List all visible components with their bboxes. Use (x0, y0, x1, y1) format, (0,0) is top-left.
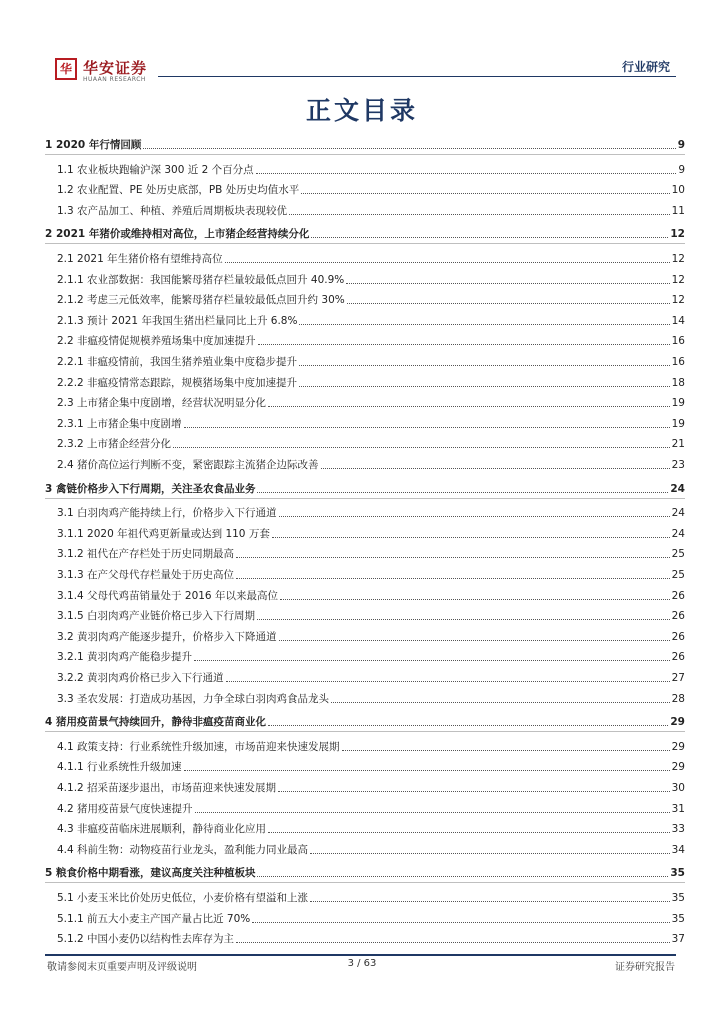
toc-entry-page-number: 24 (671, 507, 685, 520)
footer-disclaimer: 敬请参阅末页重要声明及评级说明 (47, 962, 197, 973)
toc-chapter-divider (45, 882, 685, 883)
toc-entry-page-number: 26 (671, 610, 685, 623)
toc-entry-page-number: 29 (671, 761, 685, 774)
toc-entry-title: 3.2.2 黄羽肉鸡价格已步入下行通道 (57, 672, 224, 684)
toc-chapter-entry[interactable] (45, 225, 685, 241)
toc-dot-leader (268, 406, 670, 407)
toc-dot-leader (173, 447, 670, 448)
logo-english-name: HUAAN RESEARCH (83, 76, 146, 83)
logo-chinese-name: 华安证券 (83, 59, 148, 77)
toc-section-entry[interactable] (57, 690, 685, 706)
toc-dot-leader (236, 942, 670, 943)
toc-dot-leader (301, 193, 669, 194)
toc-entry-page-number: 30 (671, 782, 685, 794)
toc-entry-title: 3.2.1 黄羽肉鸡产能稳步提升 (57, 651, 193, 664)
toc-section-entry[interactable] (57, 607, 685, 623)
toc-section-entry[interactable] (57, 889, 685, 905)
toc-section-entry[interactable] (57, 202, 685, 218)
toc-section-entry[interactable] (57, 669, 685, 685)
toc-section-entry[interactable] (57, 394, 685, 410)
toc-section-entry[interactable] (57, 738, 685, 754)
toc-entry-page-number: 31 (671, 802, 685, 815)
toc-dot-leader (256, 173, 677, 174)
toc-entry-page-number: 14 (671, 314, 685, 327)
toc-entry-page-number: 9 (677, 139, 685, 151)
toc-section-entry[interactable] (57, 545, 685, 561)
toc-entry-title: 3 禽链价格步入下行周期，关注圣农食品业务 (45, 482, 256, 495)
toc-entry-title: 1 2020 年行情回顾 (45, 139, 142, 151)
toc-dot-leader (342, 750, 670, 751)
toc-dot-leader (268, 725, 668, 726)
toc-entry-title: 4.4 科前生物：动物疫苗行业龙头，盈利能力同业最高 (57, 843, 309, 856)
toc-entry-title: 2.3.2 上市猪企经营分化 (57, 438, 172, 451)
toc-entry-title: 3.1.1 2020 年祖代鸡更新量或达到 110 万套 (57, 527, 270, 540)
toc-entry-title: 5.1.1 前五大小麦主产国产量占比近 70% (57, 912, 251, 925)
toc-entry-page-number: 19 (671, 417, 685, 430)
toc-section-entry[interactable] (57, 648, 685, 664)
toc-section-entry[interactable] (57, 312, 685, 328)
toc-entry-title: 2.2.2 非瘟疫情常态跟踪，规模猪场集中度加速提升 (57, 376, 298, 389)
toc-entry-title: 2.1.1 农业部数据：我国能繁母猪存栏量较最低点回升 40.9% (57, 273, 345, 286)
toc-dot-leader (280, 599, 670, 600)
toc-entry-page-number: 35 (670, 867, 685, 880)
toc-entry-title: 1.3 农产品加工、种植、养殖后周期板块表现较优 (57, 204, 288, 217)
footer-report-type: 证券研究报告 (615, 962, 675, 973)
toc-dot-leader (279, 516, 670, 517)
toc-entry-page-number: 26 (671, 630, 685, 643)
toc-chapter-entry[interactable] (45, 713, 685, 729)
toc-entry-page-number: 33 (671, 823, 685, 836)
toc-dot-leader (257, 619, 670, 620)
toc-entry-page-number: 16 (671, 335, 685, 348)
toc-entry-title: 4.3 非瘟疫苗临床进展顺利，静待商业化应用 (57, 823, 267, 836)
toc-entry-title: 2.3.1 上市猪企集中度剧增 (57, 417, 182, 430)
toc-entry-page-number: 23 (671, 459, 685, 471)
toc-entry-page-number: 29 (671, 740, 685, 753)
toc-section-entry[interactable] (57, 820, 685, 836)
page-number: 3 / 63 (347, 958, 377, 969)
toc-dot-leader (184, 770, 670, 771)
toc-entry-title: 2.2 非瘟疫情促规模养殖场集中度加速提升 (57, 335, 256, 348)
page-title: 正文目录 (305, 96, 418, 125)
toc-chapter-divider (45, 498, 685, 499)
toc-dot-leader (321, 468, 670, 469)
toc-entry-title: 2.2.1 非瘟疫情前，我国生猪养殖业集中度稳步提升 (57, 356, 298, 368)
toc-entry-title: 3.3 圣农发展：打造成功基因，力争全球白羽肉鸡食品龙头 (57, 692, 330, 705)
toc-entry-title: 3.1.4 父母代鸡苗销量处于 2016 年以来最高位 (57, 589, 278, 602)
toc-dot-leader (272, 537, 670, 538)
toc-section-entry[interactable] (57, 525, 685, 541)
toc-section-entry[interactable] (57, 332, 685, 348)
logo-seal-icon: 华 (55, 58, 77, 80)
toc-dot-leader (347, 303, 670, 304)
toc-chapter-divider (45, 243, 685, 244)
toc-section-entry[interactable] (57, 456, 685, 472)
toc-entry-page-number: 35 (671, 912, 685, 925)
toc-dot-leader (299, 386, 670, 387)
toc-entry-title: 1.2 农业配置、PE 处历史底部，PB 处历史均值水平 (57, 184, 300, 197)
toc-entry-title: 5 粮食价格中期看涨，建议高度关注种植板块 (45, 867, 256, 880)
toc-section-entry[interactable] (57, 930, 685, 946)
toc-section-entry[interactable] (57, 800, 685, 816)
toc-entry-page-number: 28 (671, 692, 685, 705)
report-category-label: 行业研究 (621, 60, 670, 74)
toc-dot-leader (194, 660, 670, 661)
toc-entry-title: 4.1 政策支持：行业系统性升级加速，市场苗迎来快速发展期 (57, 740, 340, 753)
toc-entry-page-number: 34 (671, 843, 685, 856)
toc-dot-leader (184, 427, 670, 428)
toc-chapter-entry[interactable] (45, 864, 685, 880)
toc-entry-page-number: 12 (671, 253, 685, 265)
toc-section-entry[interactable] (57, 271, 685, 287)
toc-dot-leader (236, 578, 670, 579)
toc-entry-page-number: 19 (671, 397, 685, 410)
toc-dot-leader (252, 922, 669, 923)
header-rule (158, 76, 676, 77)
toc-entry-page-number: 10 (671, 184, 685, 197)
toc-entry-title: 5.1 小麦玉米比价处历史低位，小麦价格有望溢和上涨 (57, 892, 309, 904)
toc-section-entry[interactable] (57, 291, 685, 307)
toc-entry-page-number: 25 (671, 569, 685, 581)
toc-entry-page-number: 16 (671, 356, 685, 368)
footer-rule (45, 954, 676, 956)
toc-entry-title: 4.1.1 行业系统性升级加速 (57, 761, 182, 774)
toc-entry-title: 4.1.2 招采苗逐步退出，市场苗迎来快速发展期 (57, 782, 277, 794)
toc-dot-leader (289, 214, 670, 215)
toc-entry-page-number: 11 (671, 204, 685, 217)
toc-dot-leader (226, 681, 670, 682)
toc-entry-title: 2 2021 年猪价或维持相对高位，上市猪企经营持续分化 (45, 228, 310, 241)
toc-entry-title: 2.1 2021 年生猪价格有望维持高位 (57, 253, 223, 265)
toc-entry-page-number: 12 (671, 273, 685, 286)
toc-chapter-entry[interactable] (45, 136, 685, 152)
toc-entry-page-number: 24 (670, 482, 685, 495)
toc-entry-title: 5.1.2 中国小麦仍以结构性去库存为主 (57, 933, 235, 946)
toc-dot-leader (257, 492, 668, 493)
toc-section-entry[interactable] (57, 415, 685, 431)
toc-entry-title: 4 猪用疫苗景气持续回升，静待非瘟疫苗商业化 (45, 716, 266, 729)
toc-chapter-entry[interactable] (45, 480, 685, 496)
toc-section-entry[interactable] (57, 628, 685, 644)
toc-section-entry[interactable] (57, 587, 685, 603)
toc-entry-page-number: 29 (670, 716, 685, 729)
toc-section-entry[interactable] (57, 504, 685, 520)
toc-entry-page-number: 27 (671, 672, 685, 684)
toc-entry-title: 1.1 农业板块跑输沪深 300 近 2 个百分点 (57, 163, 254, 176)
toc-dot-leader (268, 832, 670, 833)
toc-dot-leader (346, 283, 669, 284)
page-header (45, 52, 676, 94)
toc-section-entry[interactable] (57, 758, 685, 774)
toc-section-entry[interactable] (57, 841, 685, 857)
toc-dot-leader (278, 791, 670, 792)
toc-entry-page-number: 37 (671, 933, 685, 946)
toc-section-entry[interactable] (57, 353, 685, 369)
toc-dot-leader (331, 702, 670, 703)
toc-dot-leader (310, 901, 670, 902)
toc-dot-leader (225, 262, 670, 263)
toc-entry-page-number: 26 (671, 651, 685, 664)
toc-entry-title: 4.2 猪用疫苗景气度快速提升 (57, 802, 193, 815)
toc-section-entry[interactable] (57, 435, 685, 451)
toc-entry-title: 3.1.2 祖代在产存栏处于历史同期最高 (57, 548, 235, 561)
toc-dot-leader (299, 324, 669, 325)
toc-entry-title: 3.1 白羽肉鸡产能持续上行，价格步入下行通道 (57, 507, 277, 520)
toc-dot-leader (236, 557, 670, 558)
toc-entry-title: 2.1.2 考虑三元低效率，能繁母猪存栏量较最低点回升约 30% (57, 294, 345, 307)
toc-dot-leader (279, 640, 670, 641)
toc-entry-page-number: 21 (671, 438, 685, 451)
toc-dot-leader (299, 365, 670, 366)
toc-dot-leader (257, 876, 668, 877)
toc-dot-leader (310, 853, 670, 854)
toc-entry-title: 3.2 黄羽肉鸡产能逐步提升，价格步入下降通道 (57, 630, 277, 643)
toc-dot-leader (195, 812, 670, 813)
toc-entry-page-number: 25 (671, 548, 685, 561)
toc-section-entry[interactable] (57, 910, 685, 926)
toc-section-entry[interactable] (57, 374, 685, 390)
toc-entry-page-number: 12 (671, 294, 685, 307)
toc-section-entry[interactable] (57, 250, 685, 266)
toc-dot-leader (143, 148, 675, 149)
toc-entry-title: 2.1.3 预计 2021 年我国生猪出栏量同比上升 6.8% (57, 314, 298, 327)
toc-entry-title: 2.3 上市猪企集中度剧增，经营状况明显分化 (57, 397, 267, 410)
toc-entry-title: 3.1.5 白羽肉鸡产业链价格已步入下行周期 (57, 610, 256, 623)
toc-entry-title: 3.1.3 在产父母代存栏量处于历史高位 (57, 569, 235, 581)
toc-section-entry[interactable] (57, 161, 685, 177)
toc-section-entry[interactable] (57, 181, 685, 197)
toc-entry-title: 2.4 猪价高位运行判断不变，紧密跟踪主流猪企边际改善 (57, 459, 319, 471)
company-logo (55, 56, 185, 88)
toc-entry-page-number: 12 (670, 228, 685, 241)
toc-section-entry[interactable] (57, 566, 685, 582)
toc-dot-leader (258, 344, 670, 345)
toc-entry-page-number: 35 (671, 892, 685, 904)
toc-entry-page-number: 18 (671, 376, 685, 389)
toc-dot-leader (311, 237, 668, 238)
toc-section-entry[interactable] (57, 779, 685, 795)
toc-entry-page-number: 24 (671, 527, 685, 540)
toc-chapter-divider (45, 731, 685, 732)
toc-chapter-divider (45, 154, 685, 155)
toc-entry-page-number: 9 (678, 163, 685, 176)
toc-entry-page-number: 26 (671, 589, 685, 602)
